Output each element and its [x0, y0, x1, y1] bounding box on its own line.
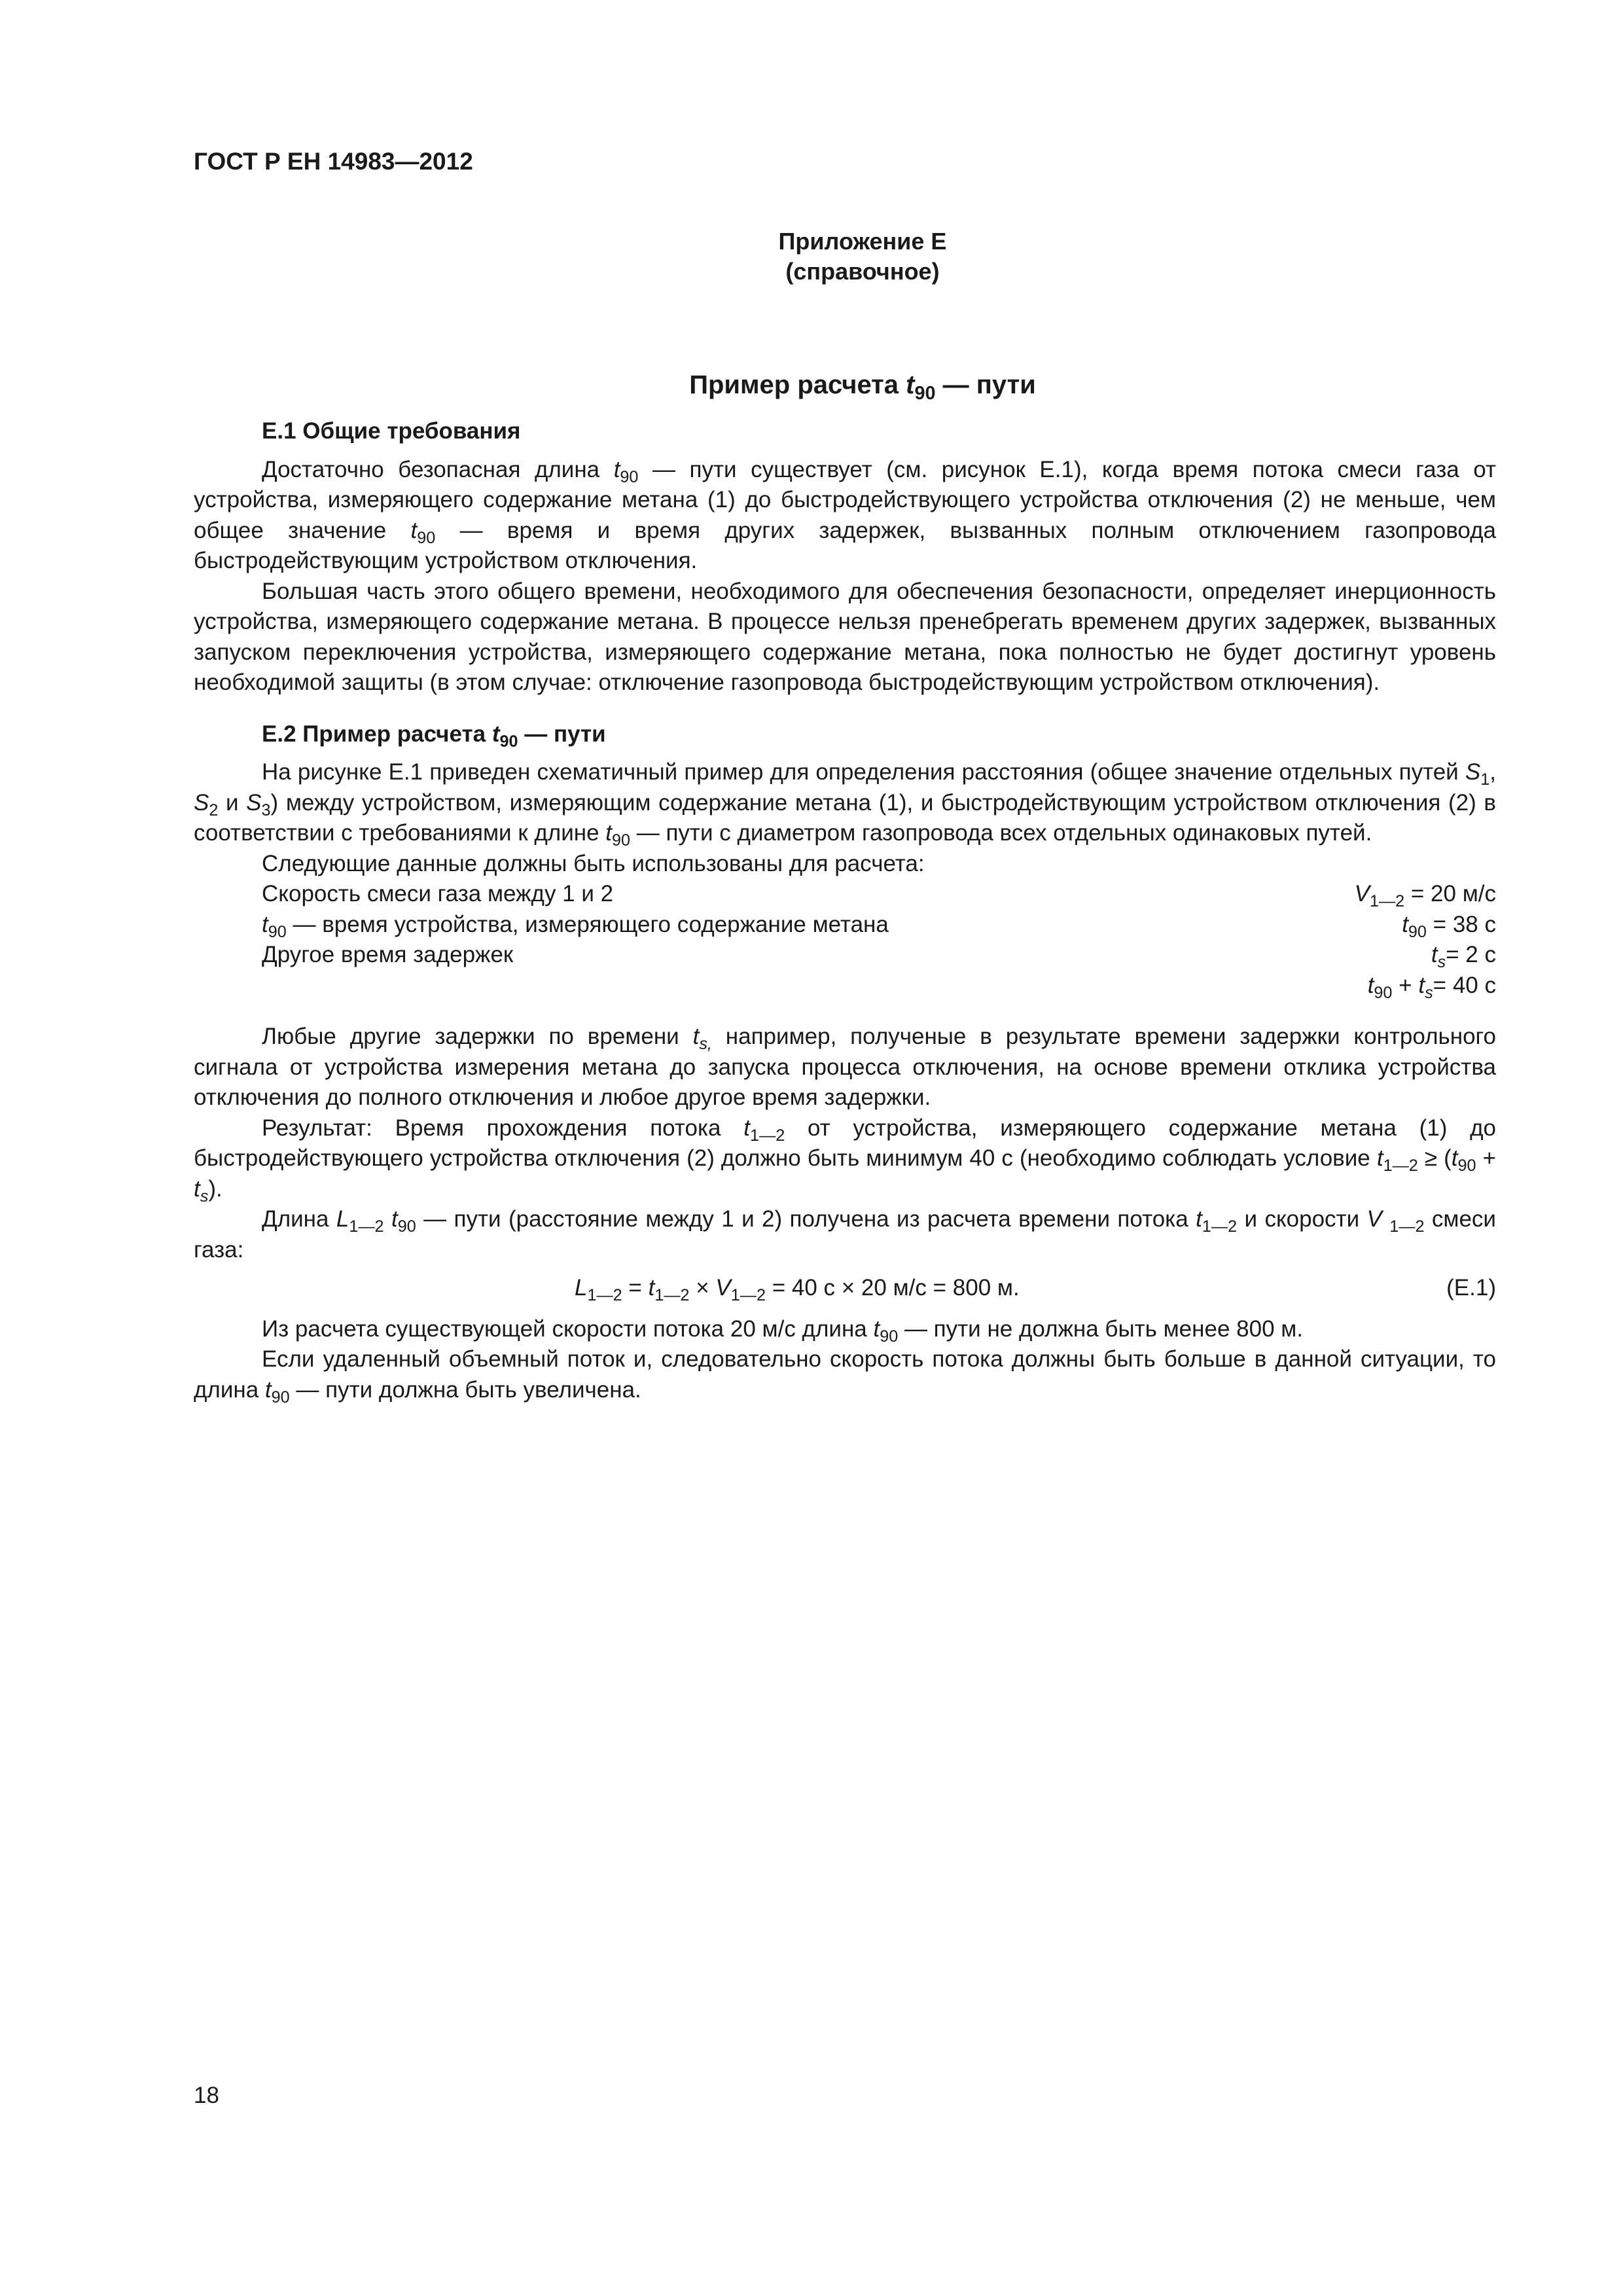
paragraph-e2-4: Длина $L_{1—2}$ $t_{90}$ — пути (расстояние между 1 и 2) получена из расчета времени потока $t_{1—2}$ и скорости V $_{1—2}$ смеси газа:	[194, 1206, 1496, 1263]
annex-label: Приложение Е	[778, 228, 947, 255]
data-line-t90	[194, 910, 1496, 941]
data-value: $t_{90} = 38$ с	[1402, 911, 1496, 941]
data-line-ts	[194, 940, 1496, 971]
paragraph-e2-5: Из расчета существующей скорости потока 20 м/с длина $t_{90}$ — пути не должна быть менее 800 м.	[262, 1316, 1304, 1346]
document-body	[194, 416, 1496, 1405]
standard-header: ГОСТ Р ЕН 14983—2012	[194, 148, 473, 175]
equation-number: (Е.1)	[1446, 1275, 1496, 1300]
data-line-total	[194, 971, 1496, 1001]
data-label: Другое время задержек	[262, 942, 514, 967]
data-value: $t_{90} + t_s= 40$ с	[1367, 972, 1496, 1002]
data-value: $V_{1—2} = 20$ м/с	[1354, 881, 1496, 911]
section-heading-e2: Е.2 Пример расчета $t_{90}$ — пути	[262, 721, 606, 751]
equation-e1	[194, 1273, 1496, 1304]
paragraph-e2-3: Результат: Время прохождения потока $t_{1—2}$ от устройства, измеряющего содержание метана (1) до быстродействующего устройства отключения (2) должно быть минимум 40 с (необходимо соблюдать условие $t_{1—2} \ge (t_{90} + t_s)$.	[194, 1115, 1497, 1206]
annex-type: (справочное)	[785, 258, 940, 285]
paragraph-e2-6: Если удаленный объемный поток и, следовательно скорость потока должны быть больше в данной ситуации, то длина $t_{90}$ — пути должна быть увеличена.	[194, 1346, 1496, 1407]
data-label: $t_{90}$ — время устройства, измеряющего содержание метана	[262, 911, 889, 941]
annex-title: Пример расчета $t_{90}$ — пути	[689, 370, 1036, 404]
paragraph-e2-1: На рисунке Е.1 приведен схематичный пример для определения расстояния (общее значение отдельных путей $S_1$, $S_2$ и $S_3$) между устройством, измеряющим содержание метана (1), и быстродействующим устройством отключения (2) в соответствии с требованиями к длине $t_{90}$ — пути с диаметром газопровода всех отдельных одинаковых путей.	[194, 759, 1496, 850]
data-value: $t_s= 2$ с	[1431, 942, 1496, 972]
section-heading-e1: Е.1 Общие требования	[262, 418, 521, 444]
equation-body: $L_{1—2} = t_{1—2} \times V_{1—2} = 40$ с × 20 м/с = 800 м.	[575, 1275, 1020, 1305]
data-intro: Следующие данные должны быть использованы для расчета:	[262, 850, 925, 876]
paragraph-e1-2: Большая часть этого общего времени, необходимого для обеспечения безопасности, определяет инерционность устройства, измеряющего содержание метана. В процессе нельзя пренебрегать временем других задержек, вызванных запуском переключения устройства, измеряющего содержание метана, пока полностью не будет достигнут уровень необходимой защиты (в этом случае: отключение газопровода быстродействующим устройством отключения).	[194, 578, 1496, 695]
data-line-velocity	[194, 879, 1496, 910]
page-number: 18	[194, 2083, 219, 2108]
paragraph-e1-1: Достаточно безопасная длина $t_{90}$ — пути существует (см. рисунок Е.1), когда время потока смеси газа от устройства, измеряющего содержание метана (1) до быстродействующего устройства отключения (2) не меньше, чем общее значение $t_{90}$ — время и время других задержек, вызванных полным отключением газопровода быстродействующим устройством отключения.	[194, 456, 1496, 573]
paragraph-e2-2: Любые другие задержки по времени $t_{s,}$ например, полученые в результате времени задержки контрольного сигнала от устройства измерения метана до запуска процесса отключения, на основе времени отклика устройства отключения до полного отключения и любое другое время задержки.	[194, 1024, 1497, 1110]
data-label: Скорость смеси газа между 1 и 2	[262, 881, 614, 906]
